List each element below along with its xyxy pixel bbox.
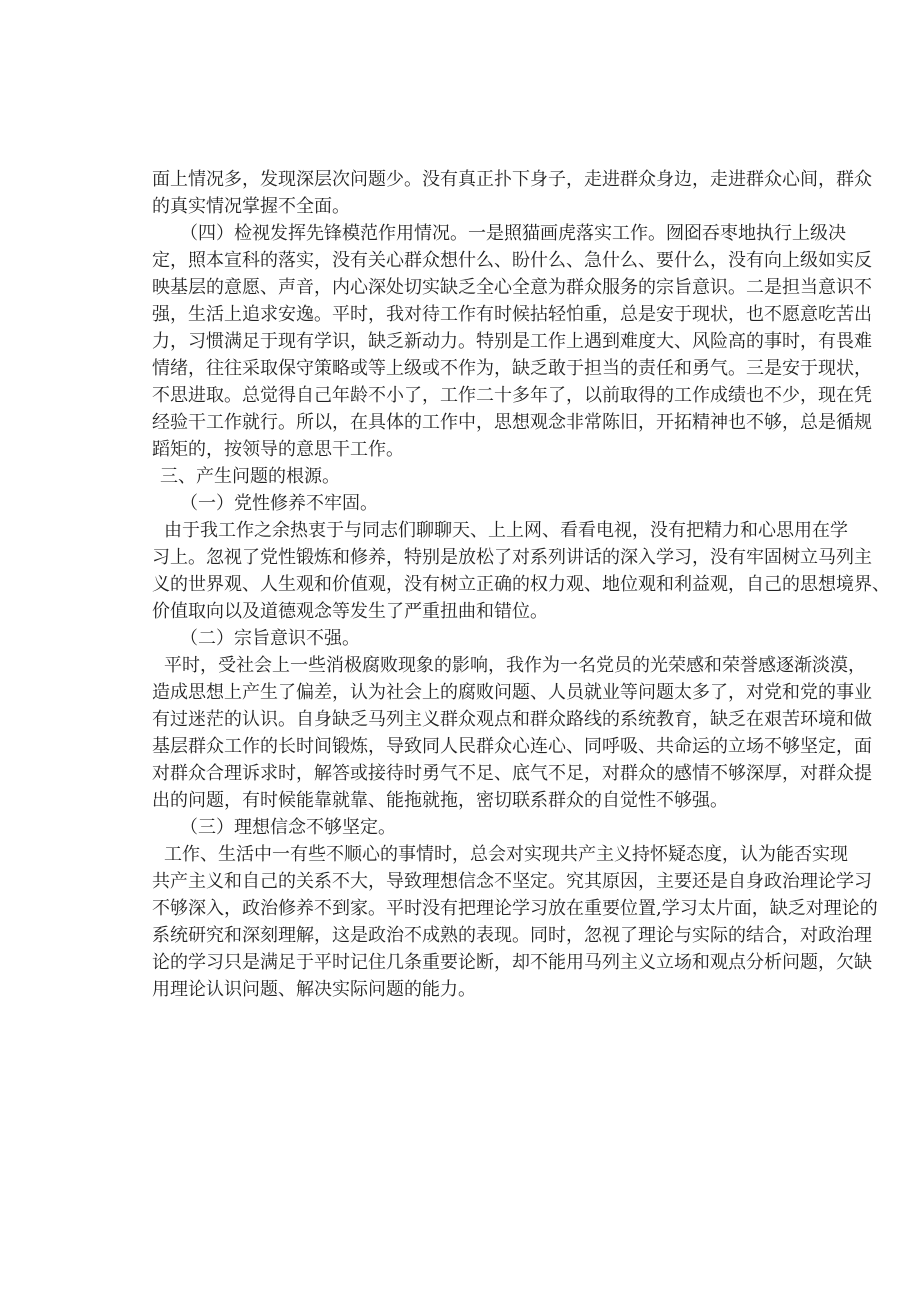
paragraph-line: 情绪，往往采取保守策略或等上级或不作为，缺乏敢于担当的责任和勇气。三是安于现状， (152, 358, 872, 379)
paragraph-line: 基层群众工作的长时间锻炼，导致同人民群众心连心、同呼吸、共命运的立场不够坚定，面 (152, 736, 872, 757)
subsection-heading: （三）理想信念不够坚定。 (180, 817, 396, 838)
paragraph-line: 不够深入，政治修养不到家。平时没有把理论学习放在重要位置,学习太片面，缺乏对理论的 (152, 898, 878, 919)
paragraph-line: 用理论认识问题、解决实际问题的能力。 (152, 979, 476, 1000)
subsection-heading: （一）党性修养不牢固。 (180, 493, 378, 514)
paragraph-line: 论的学习只是满足于平时记住几条重要论断，却不能用马列主义立场和观点分析问题，欠缺 (152, 952, 872, 973)
paragraph-line: 平时，受社会上一些消极腐败现象的影响，我作为一名党员的光荣感和荣誉感逐渐淡漠， (164, 655, 866, 676)
paragraph-line: 由于我工作之余热衷于与同志们聊聊天、上上网、看看电视，没有把精力和心思用在学 (164, 520, 848, 541)
paragraph-line: 共产主义和自己的关系不大，导致理想信念不坚定。究其原因，主要还是自身政治理论学习 (152, 871, 872, 892)
paragraph-line: 经验干工作就行。所以，在具体的工作中，思想观念非常陈旧，开拓精神也不够，总是循规 (152, 412, 872, 433)
subsection-heading: （二）宗旨意识不强。 (180, 628, 360, 649)
paragraph-line: 力，习惯满足于现有学识，缺乏新动力。特别是工作上遇到难度大、风险高的事时，有畏难 (152, 331, 872, 352)
section-heading: 三、产生问题的根源。 (160, 466, 340, 487)
paragraph-line: 对群众合理诉求时，解答或接待时勇气不足、底气不足，对群众的感情不够深厚，对群众提 (152, 763, 872, 784)
paragraph-line: 定，照本宣科的落实，没有关心群众想什么、盼什么、急什么、要什么，没有向上级如实反 (152, 250, 872, 271)
paragraph-line: 价值取向以及道德观念等发生了严重扭曲和错位。 (152, 601, 548, 622)
paragraph-line: 有过迷茫的认识。自身缺乏马列主义群众观点和群众路线的系统教育，缺乏在艰苦环境和做 (152, 709, 872, 730)
paragraph-line: 蹈矩的，按领导的意思干工作。 (152, 439, 404, 460)
paragraph-line: 习上。忽视了党性锻炼和修养，特别是放松了对系列讲话的深入学习，没有牢固树立马列主 (152, 547, 872, 568)
paragraph-line: 造成思想上产生了偏差，认为社会上的腐败问题、人员就业等问题太多了，对党和党的事业 (152, 682, 872, 703)
paragraph-line: 不思进取。总觉得自己年龄不小了，工作二十多年了，以前取得的工作成绩也不少，现在凭 (152, 385, 872, 406)
paragraph-line: 系统研究和深刻理解，这是政治不成熟的表现。同时，忽视了理论与实际的结合，对政治理 (152, 925, 872, 946)
paragraph-line: 义的世界观、人生观和价值观，没有树立正确的权力观、地位观和利益观，自己的思想境界、 (152, 574, 890, 595)
paragraph-line: 的真实情况掌握不全面。 (152, 196, 350, 217)
document-body (152, 166, 890, 1003)
paragraph-line: 强，生活上追求安逸。平时，我对待工作有时候拈轻怕重，总是安于现状，也不愿意吃苦出 (152, 304, 872, 325)
paragraph-line: 出的问题，有时候能靠就靠、能拖就拖，密切联系群众的自觉性不够强。 (152, 790, 728, 811)
section-heading-line: （四）检视发挥先锋模范作用情况。一是照猫画虎落实工作。囫囵吞枣地执行上级决 (180, 223, 846, 244)
paragraph-line: 面上情况多，发现深层次问题少。没有真正扑下身子，走进群众身边，走进群众心间，群众 (152, 169, 872, 190)
paragraph-line: 工作、生活中一有些不顺心的事情时，总会对实现共产主义持怀疑态度，认为能否实现 (164, 844, 848, 865)
paragraph-line: 映基层的意愿、声音，内心深处切实缺乏全心全意为群众服务的宗旨意识。二是担当意识不 (152, 277, 872, 298)
